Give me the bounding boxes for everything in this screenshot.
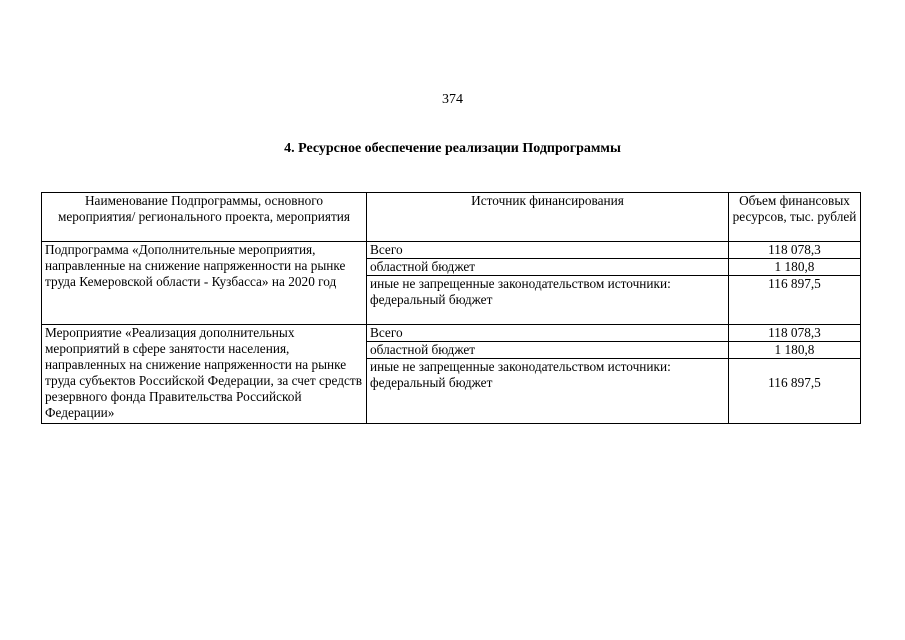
source-cell [367,359,729,424]
source-cell: Всего [367,325,729,342]
source-line: иные не запрещенные законодательством источники: [370,359,671,374]
header-source: Источник финансирования [367,193,729,242]
source-line: федеральный бюджет [370,292,493,307]
table-header-row [42,193,861,242]
source-cell: областной бюджет [367,259,729,276]
source-line: федеральный бюджет [370,375,493,390]
table-row [42,242,861,259]
amount-cell: 118 078,3 [729,325,861,342]
amount-cell [729,359,861,424]
program-name-cell: Подпрограмма «Дополнительные мероприятия, направленные на снижение напряженности на рынке труда Кемеровской области - Кузбасса» на 2020 год [42,242,367,325]
section-title: 4. Ресурсное обеспечение реализации Подпрограммы [284,141,621,156]
header-volume: Объем финансовых ресурсов, тыс. рублей [729,193,861,242]
amount-value: 116 897,5 [768,375,821,390]
source-cell [367,276,729,325]
header-name: Наименование Подпрограммы, основного мероприятия/ регионального проекта, мероприятия [42,193,367,242]
activity-name-cell: Мероприятие «Реализация дополнительных мероприятий в сфере занятости населения, направленных на снижение напряженности на рынке труда субъектов Российской Федерации, за счет средств резервного фонда Правительства Российской Федерации» [42,325,367,424]
source-line: иные не запрещенные законодательством источники: [370,276,671,291]
amount-cell: 116 897,5 [729,276,861,325]
resource-table [41,192,861,424]
amount-cell: 1 180,8 [729,259,861,276]
amount-cell: 1 180,8 [729,342,861,359]
table-row [42,325,861,342]
amount-cell: 118 078,3 [729,242,861,259]
source-cell: Всего [367,242,729,259]
page-number: 374 [442,92,463,107]
source-cell: областной бюджет [367,342,729,359]
